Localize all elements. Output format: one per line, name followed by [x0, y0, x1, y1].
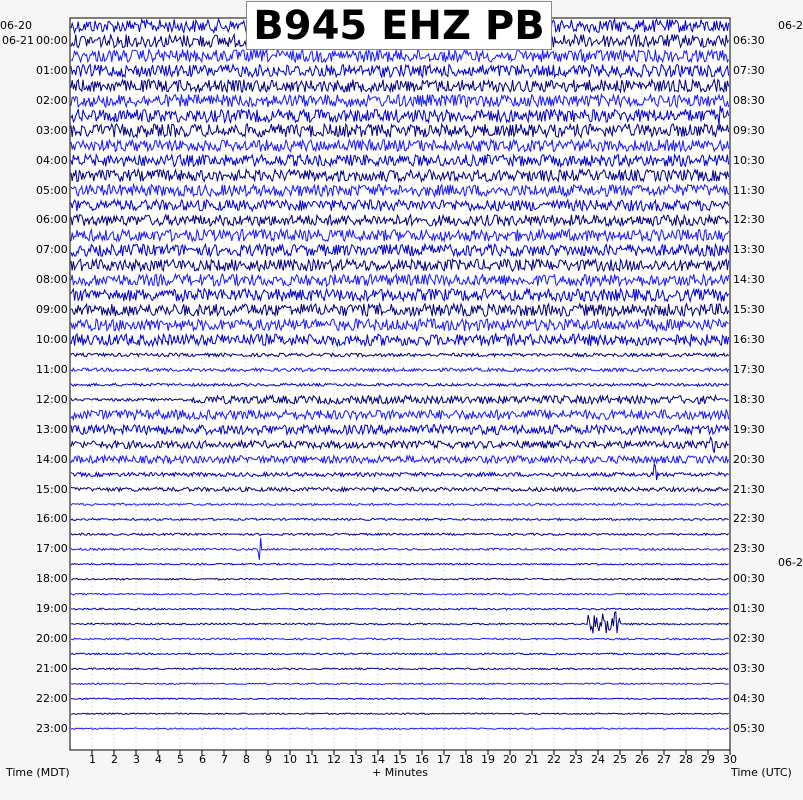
- x-tick-label: 5: [177, 753, 184, 766]
- left-hour-label: 01:00: [36, 63, 68, 77]
- right-hour-label: 06:30: [733, 34, 765, 47]
- date-left-start: 06-20: [0, 19, 32, 32]
- left-hour-label: 06:00: [36, 213, 68, 227]
- left-hour-label: 03:00: [36, 123, 68, 137]
- x-axis-label: + Minutes: [372, 766, 429, 779]
- chart-title: B945 EHZ PB: [246, 1, 552, 50]
- left-hour-label: 23:00: [36, 721, 68, 735]
- left-hour-label: 00:00: [36, 34, 68, 47]
- left-hour-label: 13:00: [36, 422, 68, 436]
- x-tick-label: 8: [243, 753, 250, 766]
- right-hour-label: 11:30: [733, 183, 765, 197]
- right-hour-label: 01:30: [733, 602, 765, 616]
- left-hour-label: 18:00: [36, 572, 68, 586]
- x-tick-label: 10: [283, 753, 297, 766]
- x-tick-label: 19: [481, 753, 495, 766]
- x-tick-label: 25: [613, 753, 627, 766]
- x-tick-label: 26: [635, 753, 649, 766]
- left-hour-label: 20:00: [36, 632, 68, 645]
- right-hour-label: 22:30: [733, 512, 765, 526]
- right-hour-label: 03:30: [733, 661, 765, 675]
- x-tick-label: 15: [393, 753, 407, 766]
- left-hour-label: 11:00: [36, 362, 68, 376]
- x-tick-label: 11: [305, 753, 319, 766]
- right-hour-label: 05:30: [733, 721, 765, 735]
- date-left-end: 06-21: [2, 34, 34, 47]
- x-tick-label: 4: [155, 753, 162, 766]
- right-hour-label: 13:30: [733, 243, 765, 257]
- right-hour-label: 18:30: [733, 392, 765, 406]
- left-hour-label: 04:00: [36, 153, 68, 167]
- right-hour-label: 07:30: [733, 63, 765, 77]
- x-tick-label: 28: [679, 753, 693, 766]
- right-hour-label: 15:30: [733, 303, 765, 317]
- right-hour-label: 04:30: [733, 691, 765, 705]
- right-hour-label: 02:30: [733, 632, 765, 645]
- left-hour-label: 10:00: [36, 333, 68, 346]
- y-axis-label-right: Time (UTC): [731, 766, 792, 779]
- x-tick-label: 3: [133, 753, 140, 766]
- x-tick-label: 13: [349, 753, 363, 766]
- left-hour-label: 02:00: [36, 93, 68, 107]
- right-hour-label: 10:30: [733, 153, 765, 167]
- left-hour-label: 15:00: [36, 482, 68, 496]
- left-hour-label: 08:00: [36, 273, 68, 287]
- x-tick-label: 22: [547, 753, 561, 766]
- x-tick-label: 9: [265, 753, 272, 766]
- x-tick-label: 18: [459, 753, 473, 766]
- x-tick-label: 2: [111, 753, 118, 766]
- date-right-start: 06-2: [778, 19, 803, 32]
- right-hour-label: 20:30: [733, 452, 765, 466]
- right-hour-label: 16:30: [733, 333, 765, 346]
- x-tick-label: 6: [199, 753, 206, 766]
- right-hour-label: 23:30: [733, 542, 765, 556]
- x-tick-label: 29: [701, 753, 715, 766]
- left-hour-label: 16:00: [36, 512, 68, 526]
- right-hour-label: 08:30: [733, 93, 765, 107]
- x-tick-label: 14: [371, 753, 385, 766]
- left-hour-label: 14:00: [36, 452, 68, 466]
- right-hour-label: 17:30: [733, 362, 765, 376]
- left-hour-label: 19:00: [36, 602, 68, 616]
- right-hour-label: 21:30: [733, 482, 765, 496]
- x-tick-label: 7: [221, 753, 228, 766]
- x-tick-label: 21: [525, 753, 539, 766]
- left-hour-label: 21:00: [36, 661, 68, 675]
- x-tick-label: 23: [569, 753, 583, 766]
- left-hour-label: 05:00: [36, 183, 68, 197]
- x-tick-label: 12: [327, 753, 341, 766]
- left-hour-label: 07:00: [36, 243, 68, 257]
- right-hour-label: 00:30: [733, 572, 765, 586]
- date-right-mid: 06-2: [778, 556, 803, 569]
- y-axis-label-left: Time (MDT): [6, 766, 70, 779]
- x-tick-label: 1: [89, 753, 96, 766]
- x-tick-label: 16: [415, 753, 429, 766]
- left-hour-label: 17:00: [36, 542, 68, 556]
- left-hour-label: 22:00: [36, 691, 68, 705]
- right-hour-label: 14:30: [733, 273, 765, 287]
- x-tick-label: 30: [723, 753, 737, 766]
- x-tick-label: 17: [437, 753, 451, 766]
- right-hour-label: 09:30: [733, 123, 765, 137]
- left-hour-label: 12:00: [36, 392, 68, 406]
- x-tick-label: 24: [591, 753, 605, 766]
- right-hour-label: 19:30: [733, 422, 765, 436]
- x-tick-label: 20: [503, 753, 517, 766]
- x-tick-label: 27: [657, 753, 671, 766]
- right-hour-label: 12:30: [733, 213, 765, 227]
- left-hour-label: 09:00: [36, 303, 68, 317]
